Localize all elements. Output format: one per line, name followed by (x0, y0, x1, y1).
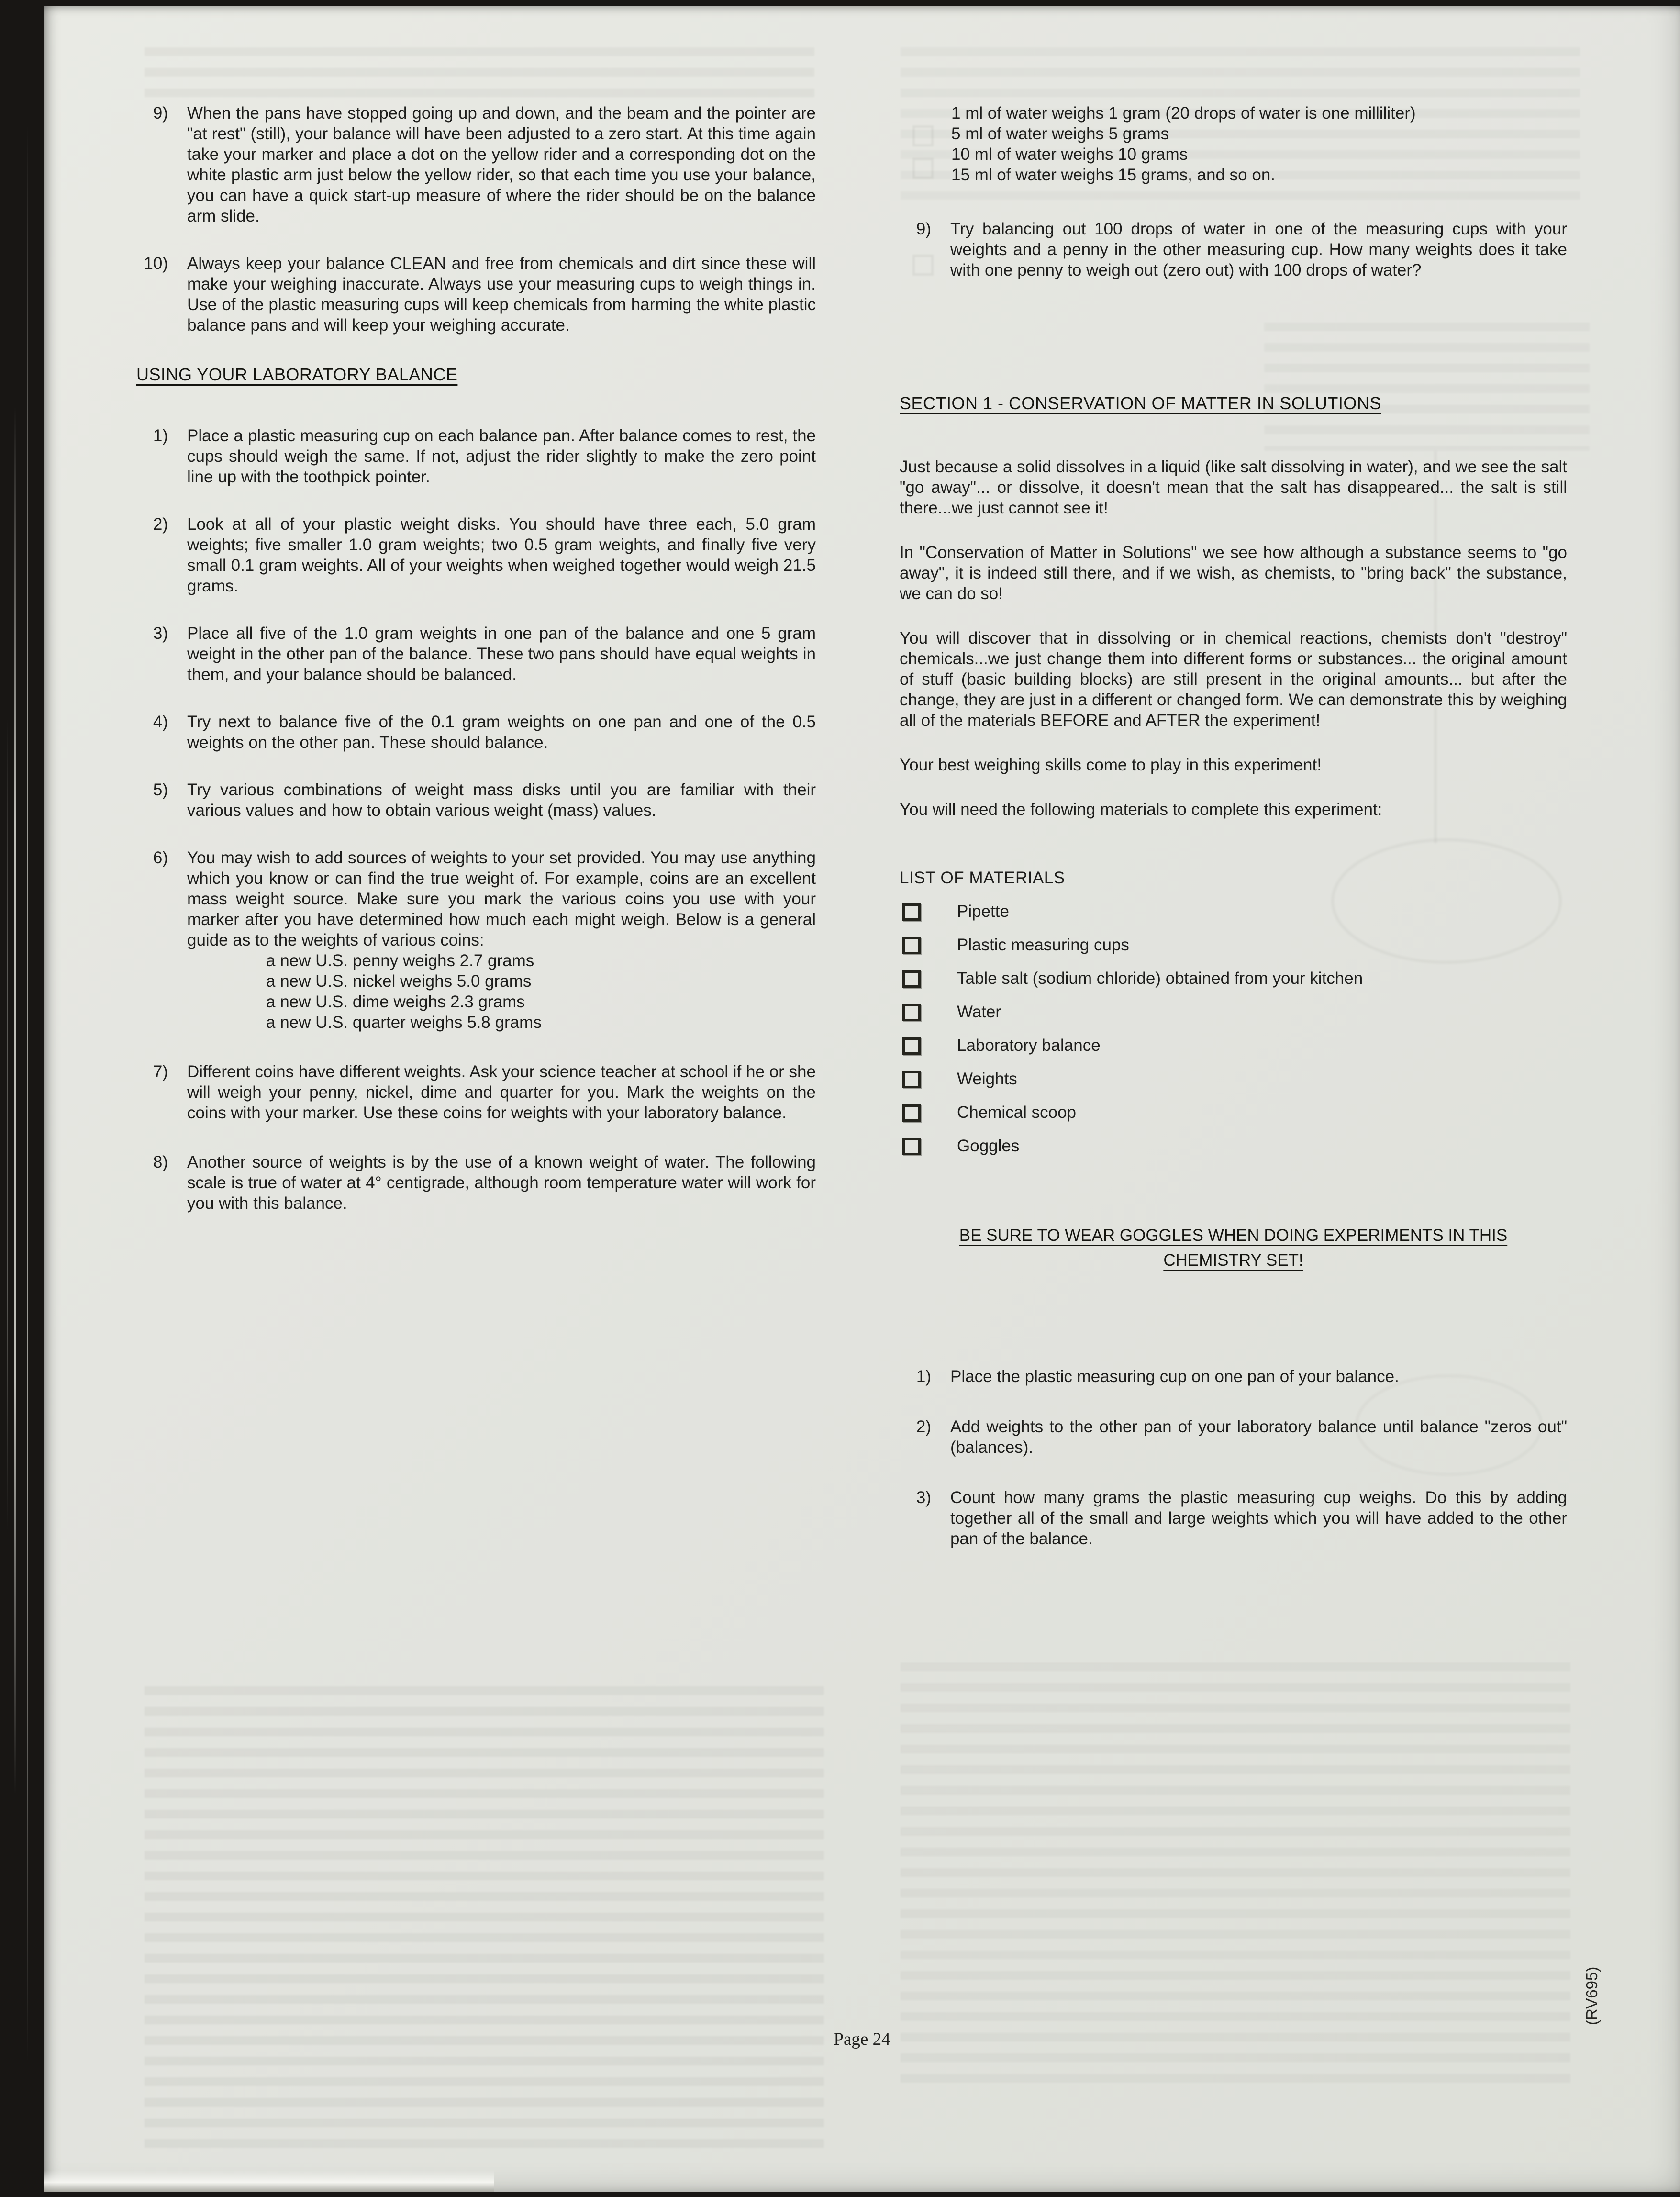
item-number: 7) (153, 1062, 168, 1081)
list-item (136, 1152, 816, 1214)
item-text: Place all five of the 1.0 gram weights in one pan of the balance and one 5 gram weight in the other pan of the balance. These two pans should have equal weights in them, and your balance should be balanced. (187, 624, 816, 684)
item-text: When the pans have stopped going up and down, and the beam and the pointer are "at rest" (still), your balance will have been adjusted to a zero start. At this time again take your marker and place a dot on the yellow rider and a corresponding dot on the white plastic arm just below the yellow rider, so that each time you use your balance, you can have a quick start-up measure of where the rider should be on the balance arm slide. (187, 104, 816, 225)
item-number: 2) (916, 1417, 931, 1436)
print-code: (RV695) (1583, 1966, 1601, 2025)
coin-weight-line: a new U.S. nickel weighs 5.0 grams (266, 972, 532, 991)
list-item (136, 623, 816, 685)
item-text: Count how many grams the plastic measuring cup weighs. Do this by adding together all of the small and large weights which you will have added to the other pan of the balance. (950, 1488, 1567, 1548)
experiment-steps (900, 1366, 1567, 1549)
checkbox-icon (902, 1004, 921, 1021)
material-item (900, 1069, 1567, 1089)
list-item (136, 103, 816, 226)
scan-edge-line (7, 718, 8, 1531)
water-weight-scale (951, 103, 1567, 185)
item-number: 6) (153, 848, 168, 867)
water-weight-line: 5 ml of water weighs 5 grams (951, 124, 1169, 143)
checkbox-icon (902, 937, 921, 954)
paragraph: Your best weighing skills come to play in this experiment! (900, 756, 1322, 774)
item-text: Place a plastic measuring cup on each balance pan. After balance comes to rest, the cups should weigh the same. If not, adjust the rider slightly to make the zero point line up with the toothpick pointer. (187, 426, 816, 486)
material-item (900, 1102, 1567, 1123)
checkbox-icon (902, 1071, 921, 1088)
material-item (900, 968, 1567, 989)
paragraph: You will discover that in dissolving or in chemical reactions, chemists don't "destroy" chemicals...we just change them into different forms or substances... the original amount of stuff (basic building blocks) are still present in the original amounts... but after the change, they are just in a different or changed form. We can demonstrate this by weighing all of the materials BEFORE and AFTER the experiment! (900, 629, 1567, 730)
coin-weight-line: a new U.S. penny weighs 2.7 grams (266, 951, 534, 970)
item-number: 10) (144, 254, 168, 273)
paragraph: You will need the following materials to complete this experiment: (900, 800, 1382, 819)
list-item (900, 219, 1567, 280)
water-weight-line: 10 ml of water weighs 10 grams (951, 145, 1188, 164)
water-weight-line: 15 ml of water weighs 15 grams, and so on. (951, 166, 1276, 184)
checkbox-icon (902, 1138, 921, 1155)
material-item (900, 1136, 1567, 1156)
checkbox-icon (902, 970, 921, 988)
item-text: Try various combinations of weight mass disks until you are familiar with their various values and how to obtain various weight (mass) values. (187, 781, 816, 820)
material-item (900, 1002, 1567, 1022)
list-item (136, 425, 816, 487)
item-number: 1) (916, 1367, 931, 1386)
list-item (136, 253, 816, 335)
checkbox-icon (902, 1037, 921, 1055)
item-text: Try next to balance five of the 0.1 gram weights on one pan and one of the 0.5 weights on the other pan. These should balance. (187, 713, 816, 752)
item-text: Look at all of your plastic weight disks. You should have three each, 5.0 gram weights; five smaller 1.0 gram weights; two 0.5 gram weights, and finally five very small 0.1 gram weights. All of your weights when weighed together would weigh 21.5 grams. (187, 515, 816, 595)
list-item (900, 1416, 1567, 1458)
materials-checklist (900, 901, 1567, 1156)
bleedthrough-artifact (901, 1657, 1570, 2087)
item-text (187, 848, 816, 1033)
list-item (900, 1487, 1567, 1549)
list-item (136, 1061, 816, 1123)
material-item (900, 1035, 1567, 1056)
section-heading-balance: USING YOUR LABORATORY BALANCE (136, 365, 458, 384)
bleedthrough-artifact (145, 1681, 824, 2150)
checkbox-icon (902, 1104, 921, 1122)
page-number: Page 24 (834, 2030, 890, 2049)
item-text: Try balancing out 100 drops of water in one of the measuring cups with your weights and a penny in the other measuring cup. How many weights does it take with one penny to weigh out (zero out) with 100 drops of water? (950, 220, 1567, 279)
material-label: Table salt (sodium chloride) obtained from your kitchen (957, 969, 1363, 988)
material-item (900, 901, 1567, 922)
item-text-body: You may wish to add sources of weights to your set provided. You may use anything which you know or can find the true weight of. For example, coins are an excellent mass weight source. Make sure you mark the various coins you use with your marker after you have determined how much each might weigh. Below is a general guide as to the weights of various coins: (187, 848, 816, 949)
item-text: Different coins have different weights. Ask your science teacher at school if he or she will weigh your penny, nickel, dime and quarter for you. Mark the weights on the coins with your marker. Use these coins for weights with your laboratory balance. (187, 1062, 816, 1122)
item-text: Place the plastic measuring cup on one pan of your balance. (950, 1367, 1399, 1386)
list-item (136, 780, 816, 821)
coin-weight-line: a new U.S. quarter weighs 5.8 grams (266, 1013, 542, 1032)
item-number: 3) (153, 624, 168, 643)
material-label: Chemical scoop (957, 1103, 1076, 1122)
item-number: 9) (153, 104, 168, 123)
coin-weight-list (266, 950, 816, 1033)
section-heading-conservation: SECTION 1 - CONSERVATION OF MATTER IN SOLUTIONS (900, 393, 1381, 413)
left-column (136, 103, 816, 1240)
item-number: 2) (153, 515, 168, 534)
material-label: Laboratory balance (957, 1036, 1101, 1055)
item-text: Add weights to the other pan of your laboratory balance until balance "zeros out" (balances). (950, 1417, 1567, 1457)
item-text: Always keep your balance CLEAN and free from chemicals and dirt since these will make your weighing inaccurate. Always use your measuring cups to weigh things in. Use of the plastic measuring cups will keep chemicals from harming the white plastic balance pans and will keep your weighing accurate. (187, 254, 816, 335)
water-weight-line: 1 ml of water weighs 1 gram (20 drops of water is one milliliter) (951, 104, 1416, 123)
material-label: Goggles (957, 1137, 1020, 1155)
paragraph: Just because a solid dissolves in a liquid (like salt dissolving in water), and we see the salt "go away"... or dissolve, it doesn't mean that the salt has disappeared... the salt is still there...we just cannot see it! (900, 457, 1567, 517)
bleedthrough-artifact (145, 42, 814, 109)
item-number: 4) (153, 713, 168, 731)
checkbox-icon (902, 903, 921, 921)
list-item (136, 514, 816, 596)
coin-weight-line: a new U.S. dime weighs 2.3 grams (266, 993, 525, 1011)
list-item (900, 1366, 1567, 1387)
item-number: 5) (153, 781, 168, 799)
material-label: Plastic measuring cups (957, 936, 1129, 954)
page-curl (44, 2170, 494, 2192)
paragraph: In "Conservation of Matter in Solutions" we see how although a substance seems to "go away", it is indeed still there, and if we wish, as chemists, to "bring back" the substance, we can do so! (900, 543, 1567, 603)
goggles-warning: BE SURE TO WEAR GOGGLES WHEN DOING EXPERIMENTS IN THIS CHEMISTRY SET! (959, 1226, 1508, 1270)
material-label: Weights (957, 1070, 1017, 1088)
item-number: 9) (916, 220, 931, 238)
item-number: 3) (916, 1488, 931, 1507)
item-text: Another source of weights is by the use of a known weight of water. The following scale is true of water at 4° centigrade, although room temperature water will work for you with this balance. (187, 1153, 816, 1213)
right-column (900, 103, 1567, 1579)
material-label: Pipette (957, 902, 1009, 921)
scan-edge-line (14, 407, 16, 1795)
list-item (136, 848, 816, 1033)
materials-list-heading: LIST OF MATERIALS (900, 869, 1065, 887)
item-number: 1) (153, 426, 168, 445)
scan-edge-line (27, 124, 28, 2063)
list-item (136, 712, 816, 753)
item-number: 8) (153, 1153, 168, 1171)
material-label: Water (957, 1003, 1001, 1021)
material-item (900, 935, 1567, 955)
